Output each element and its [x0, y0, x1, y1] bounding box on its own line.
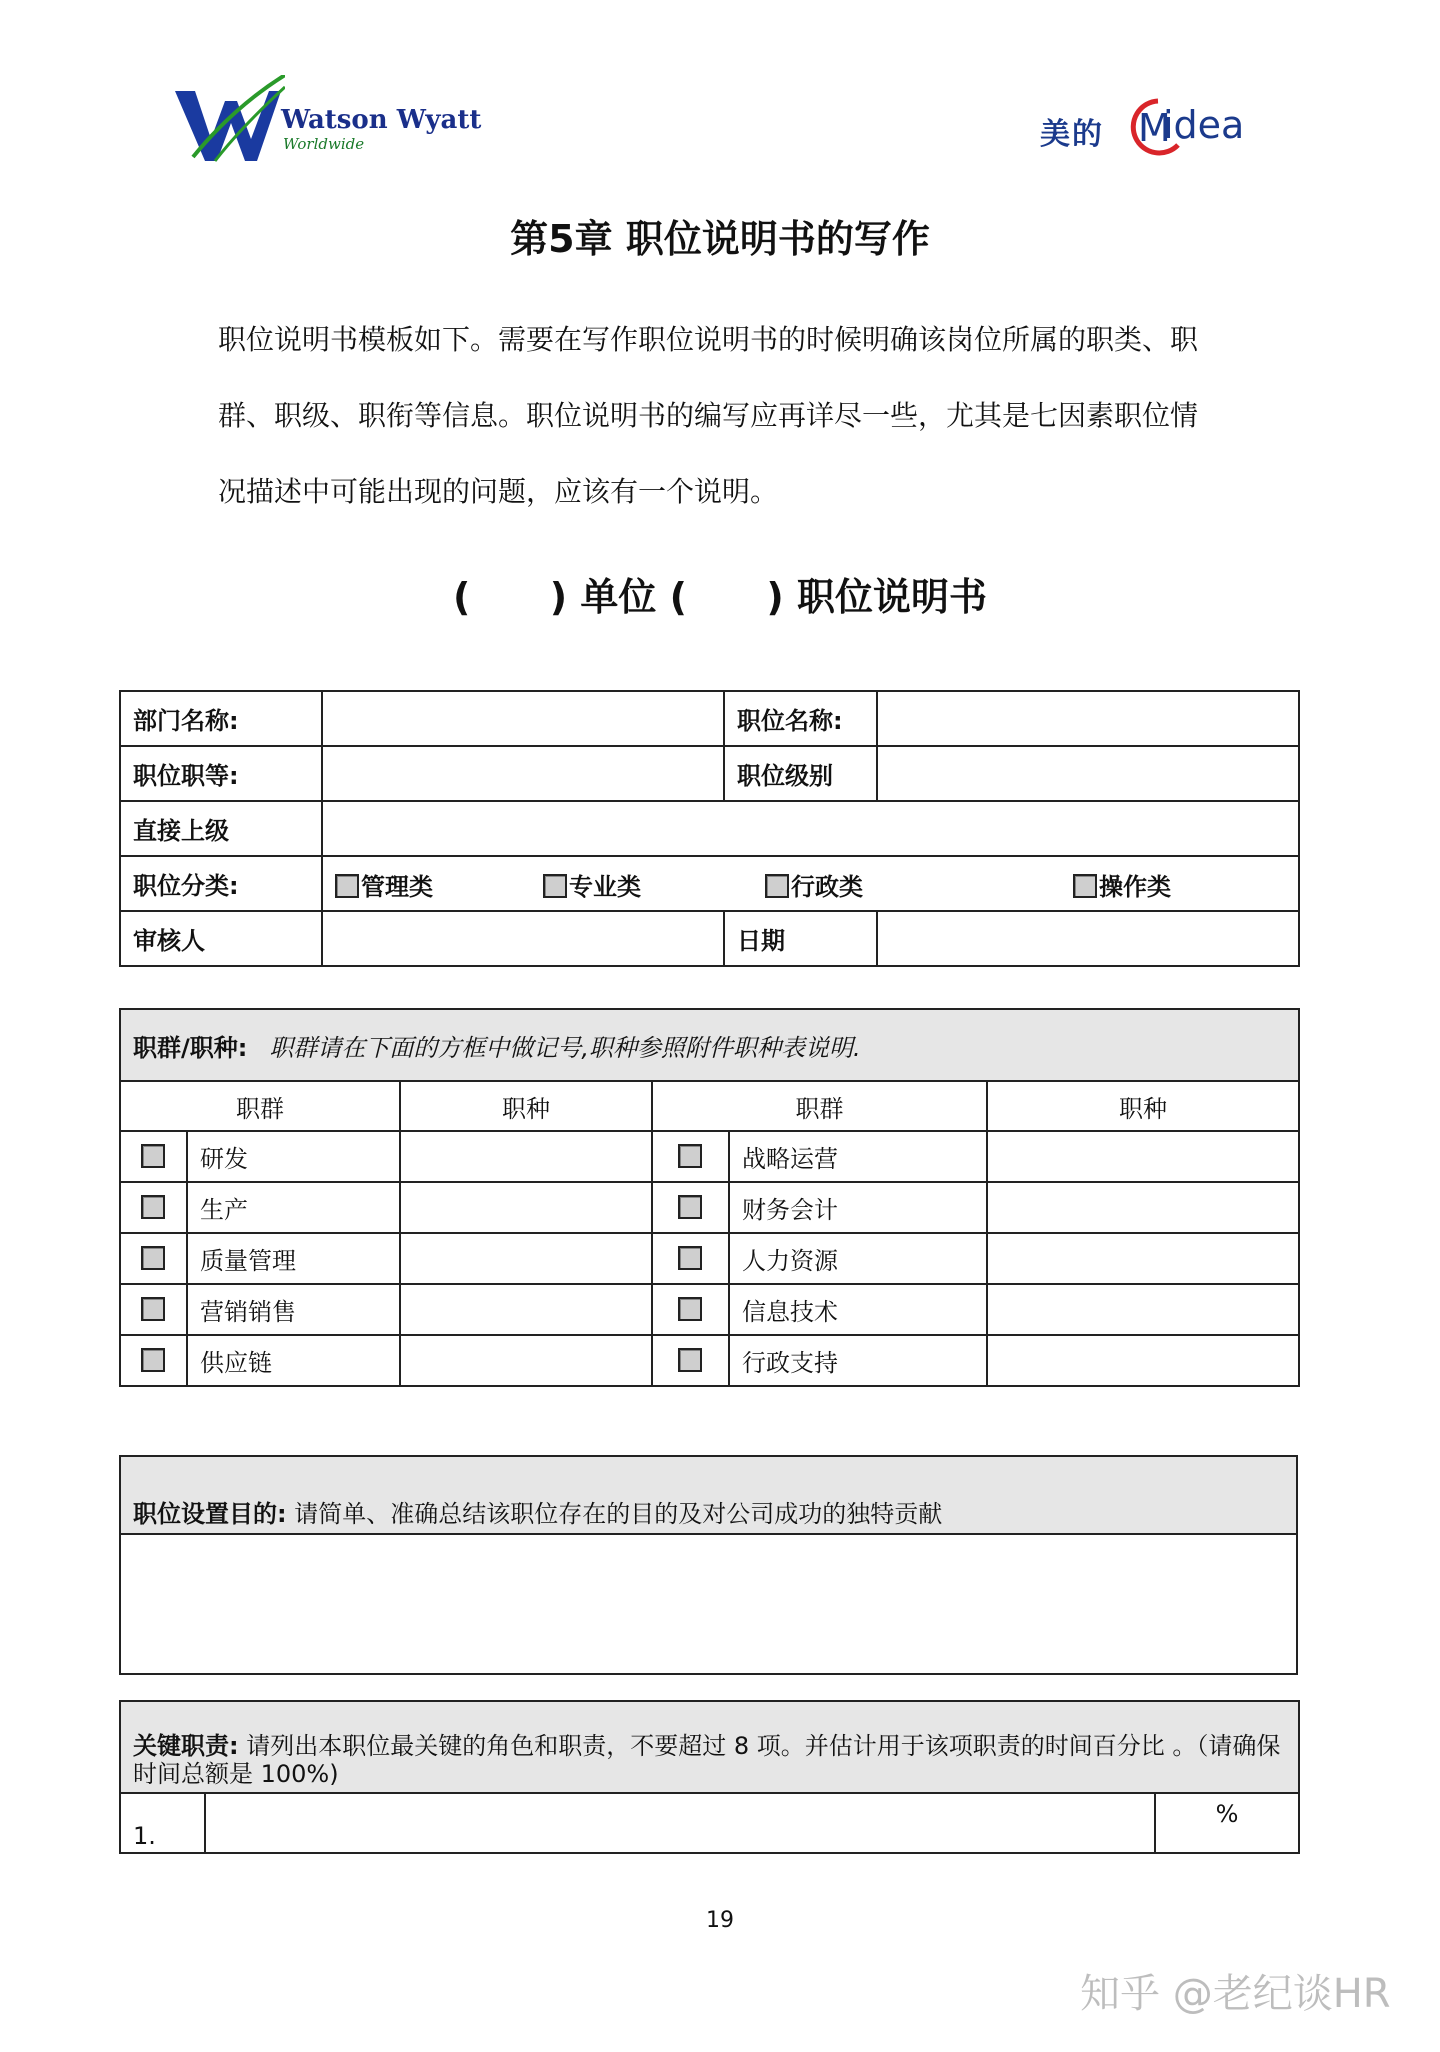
job-type-field[interactable] [987, 1131, 1299, 1182]
job-type-field[interactable] [987, 1335, 1299, 1386]
job-group-header [120, 1009, 1299, 1081]
category-options [322, 856, 1299, 911]
checkbox-icon[interactable] [678, 1246, 702, 1270]
page-number: 19 [706, 1908, 734, 1933]
intro-line: 群、职级、职衔等信息。职位说明书的编写应再详尽一些，尤其是七因素职位情 [218, 399, 1199, 432]
job-group-name: 行政支持 [729, 1335, 987, 1386]
category-option[interactable]: 行政类 [765, 867, 863, 902]
watermark: 知乎 @老纪谈HR [1080, 1971, 1391, 2017]
checkbox-icon[interactable] [678, 1195, 702, 1219]
job-type-field[interactable] [987, 1284, 1299, 1335]
checkbox-icon[interactable] [678, 1144, 702, 1168]
column-header: 职群 [652, 1081, 987, 1131]
job-type-field[interactable] [400, 1131, 652, 1182]
svg-text:M: M [1138, 106, 1171, 150]
dept-field[interactable] [322, 691, 724, 746]
watson-wyatt-subtitle: Worldwide [283, 135, 365, 153]
chapter-title: 第5章 职位说明书的写作 [510, 217, 930, 261]
checkbox-icon[interactable] [765, 874, 789, 898]
midea-logo [1040, 95, 1310, 165]
job-type-field[interactable] [400, 1335, 652, 1386]
duty-percent[interactable]: % [1155, 1793, 1299, 1853]
position-name-field[interactable] [877, 691, 1299, 746]
job-group-name: 营销销售 [187, 1284, 400, 1335]
basic-info-table [119, 690, 1300, 967]
table-row [120, 856, 1299, 911]
position-name-label: 职位名称: [724, 691, 877, 746]
checkbox-icon[interactable] [141, 1297, 165, 1321]
purpose-header [120, 1456, 1297, 1534]
table-row [120, 1131, 1299, 1182]
duty-number: 1. [120, 1793, 205, 1853]
table-row [120, 1793, 1299, 1853]
job-type-field[interactable] [400, 1233, 652, 1284]
table-row [120, 911, 1299, 966]
intro-line: 职位说明书模板如下。需要在写作职位说明书的时候明确该岗位所属的职类、职 [218, 323, 1199, 356]
supervisor-label: 直接上级 [120, 801, 322, 856]
job-group-note: 职群请在下面的方框中做记号,职种参照附件职种表说明. [269, 1033, 861, 1062]
duty-field[interactable] [205, 1793, 1155, 1853]
table-row [120, 746, 1299, 801]
purpose-table [119, 1455, 1298, 1675]
table-row [120, 1284, 1299, 1335]
purpose-instruction: 请简单、准确总结该职位存在的目的及对公司成功的独特贡献 [294, 1500, 943, 1528]
column-header: 职种 [400, 1081, 652, 1131]
watson-wyatt-mark-icon [175, 75, 285, 165]
job-type-field[interactable] [400, 1182, 652, 1233]
category-label: 职位分类: [120, 856, 322, 911]
checkbox-icon[interactable] [543, 874, 567, 898]
grade-label: 职位职等: [120, 746, 322, 801]
job-type-field[interactable] [400, 1284, 652, 1335]
checkbox-icon[interactable] [678, 1297, 702, 1321]
supervisor-field[interactable] [322, 801, 1299, 856]
duties-table [119, 1700, 1300, 1854]
job-group-name: 财务会计 [729, 1182, 987, 1233]
intro-line: 况描述中可能出现的问题，应该有一个说明。 [218, 475, 779, 508]
job-group-name: 人力资源 [729, 1233, 987, 1284]
checkbox-icon[interactable] [141, 1195, 165, 1219]
watson-wyatt-logo [175, 75, 482, 165]
job-group-name: 战略运营 [729, 1131, 987, 1182]
midea-chinese-name: 美的 [1040, 117, 1104, 152]
checkbox-icon[interactable] [141, 1348, 165, 1372]
table-row [120, 801, 1299, 856]
duties-label: 关键职责: [133, 1732, 239, 1760]
purpose-field[interactable] [120, 1534, 1297, 1674]
checkbox-icon[interactable] [1073, 874, 1097, 898]
column-header: 职群 [120, 1081, 400, 1131]
dept-label: 部门名称: [120, 691, 322, 746]
job-type-field[interactable] [987, 1233, 1299, 1284]
category-option[interactable]: 管理类 [335, 867, 433, 902]
checkbox-icon[interactable] [678, 1348, 702, 1372]
purpose-label: 职位设置目的: [133, 1500, 287, 1528]
category-option[interactable]: 专业类 [543, 867, 641, 902]
checkbox-icon[interactable] [141, 1144, 165, 1168]
job-group-table [119, 1008, 1300, 1387]
date-field[interactable] [877, 911, 1299, 966]
column-header: 职种 [987, 1081, 1299, 1131]
form-title: ( ) 单位 ( ) 职位说明书 [453, 575, 987, 619]
midea-english-name: idea [1163, 103, 1245, 147]
job-group-name: 供应链 [187, 1335, 400, 1386]
category-option[interactable]: 操作类 [1073, 867, 1171, 902]
table-row [120, 691, 1299, 746]
job-group-name: 质量管理 [187, 1233, 400, 1284]
reviewer-field[interactable] [322, 911, 724, 966]
level-label: 职位级别 [724, 746, 877, 801]
level-field[interactable] [877, 746, 1299, 801]
grade-field[interactable] [322, 746, 724, 801]
table-row [120, 1182, 1299, 1233]
job-type-field[interactable] [987, 1182, 1299, 1233]
duties-instruction: 请列出本职位最关键的角色和职责，不要超过 8 项。并估计用于该项职责的时间百分比 。（请确保时间总额是 100%) [133, 1732, 1281, 1788]
duties-header [120, 1701, 1299, 1793]
job-group-name: 生产 [187, 1182, 400, 1233]
date-label: 日期 [724, 911, 877, 966]
checkbox-icon[interactable] [141, 1246, 165, 1270]
table-row [120, 1233, 1299, 1284]
reviewer-label: 审核人 [120, 911, 322, 966]
job-group-name: 信息技术 [729, 1284, 987, 1335]
watson-wyatt-name: Watson Wyatt [281, 105, 482, 135]
table-header-row [120, 1081, 1299, 1131]
job-group-name: 研发 [187, 1131, 400, 1182]
table-row [120, 1335, 1299, 1386]
checkbox-icon[interactable] [335, 874, 359, 898]
job-group-label: 职群/职种: [133, 1033, 248, 1062]
